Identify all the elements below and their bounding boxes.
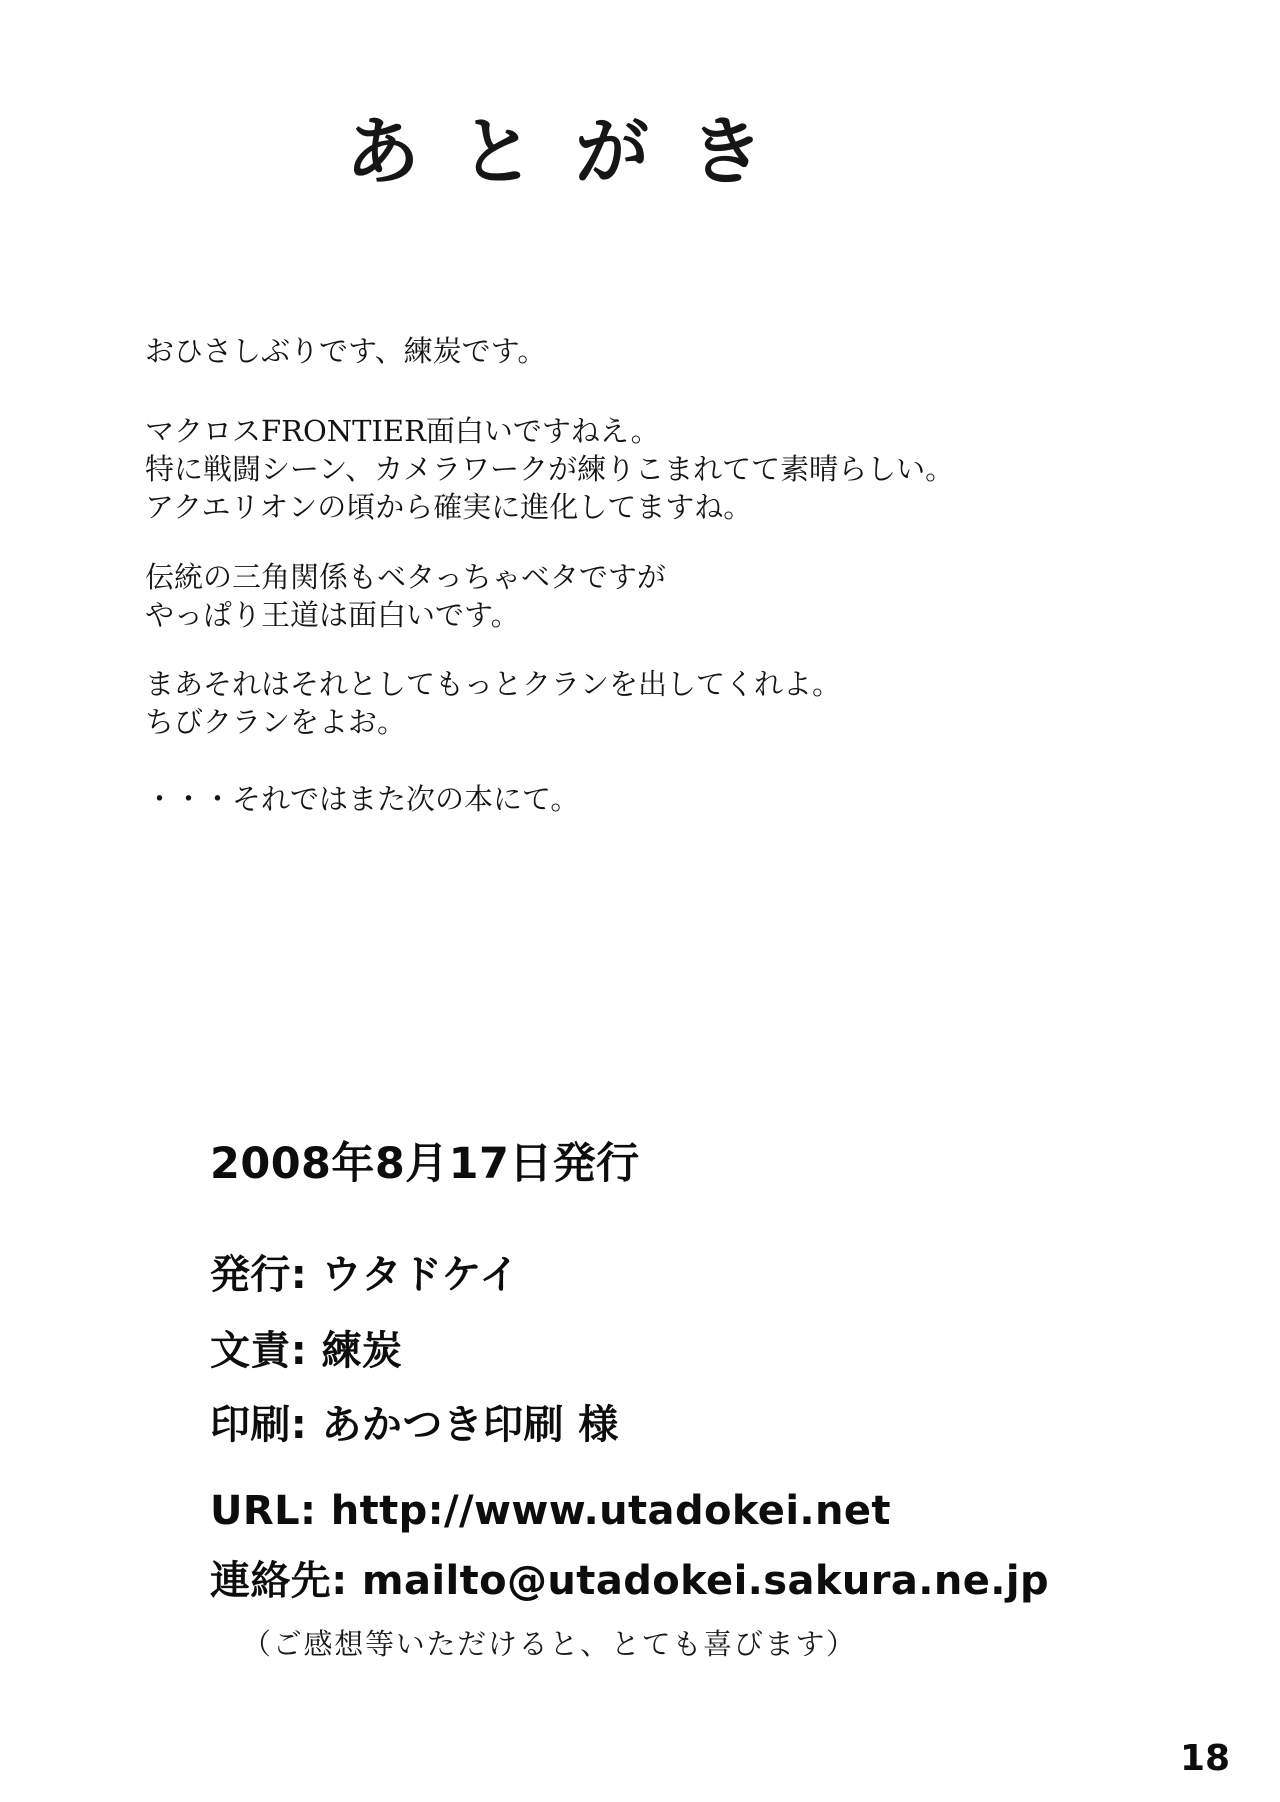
afterword-line: 伝統の三角関係もベタっちゃベタですが xyxy=(145,560,666,594)
afterword-line: やっぱり王道は面白いです。 xyxy=(145,598,520,632)
afterword-paragraph xyxy=(145,412,954,526)
afterword-line: アクエリオンの頃から確実に進化してますね。 xyxy=(145,490,753,524)
colophon-feedback-note: （ご感想等いただけると、とても喜びます） xyxy=(242,1627,857,1661)
afterword-paragraph xyxy=(145,665,841,741)
afterword-line: マクロスFRONTIER面白いですねえ。 xyxy=(145,414,660,448)
colophon-printer-line: 印刷: あかつき印刷 様 xyxy=(210,1402,619,1448)
colophon-url-line: URL: http://www.utadokei.net xyxy=(210,1488,891,1534)
afterword-paragraph xyxy=(145,332,546,370)
afterword-line: 特に戦闘シーン、カメラワークが練りこまれてて素晴らしい。 xyxy=(145,452,955,486)
afterword-paragraph xyxy=(145,780,579,818)
afterword-line: まあそれはそれとしてもっとクランを出してくれよ。 xyxy=(145,667,842,701)
colophon-publisher-line: 発行: ウタドケイ xyxy=(210,1252,520,1298)
colophon-contact-line: 連絡先: mailto@utadokei.sakura.ne.jp xyxy=(210,1558,1050,1604)
afterword-paragraph xyxy=(145,558,666,634)
afterword-line: おひさしぶりです、練炭です。 xyxy=(145,334,547,368)
page-number: 18 xyxy=(1180,1738,1231,1779)
afterword-line: ・・・それではまた次の本にて。 xyxy=(145,782,580,816)
afterword-line: ちびクランをよお。 xyxy=(145,705,407,739)
colophon-publication-date: 2008年8月17日発行 xyxy=(210,1139,640,1189)
colophon-author-line: 文責: 練炭 xyxy=(210,1328,403,1374)
page-title: あとがき xyxy=(345,109,805,195)
